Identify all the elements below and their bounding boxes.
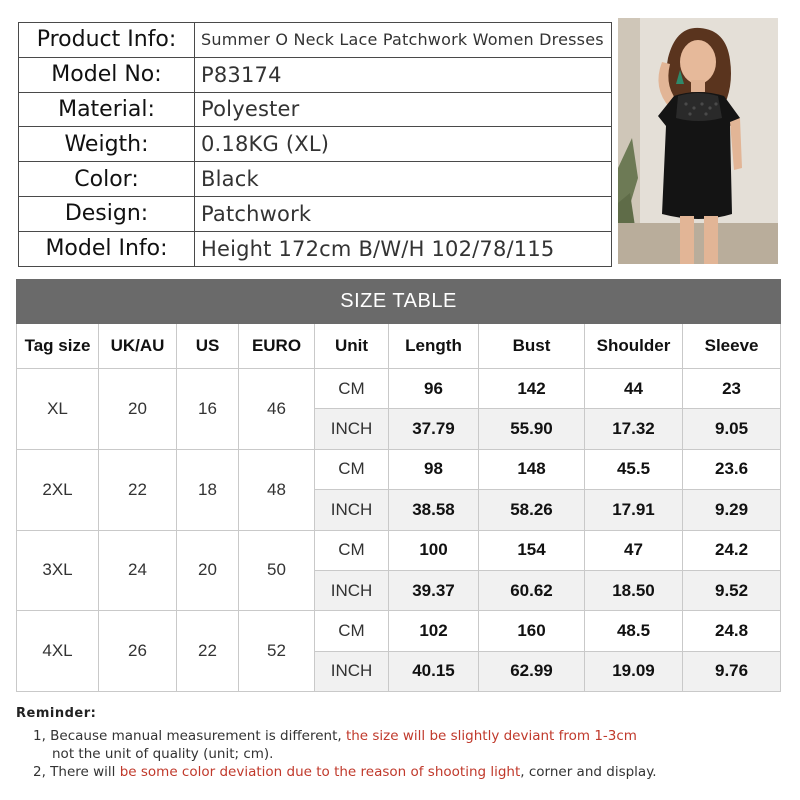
- euro-cell: 50: [239, 530, 315, 611]
- sleeve-cell: 9.05: [683, 409, 781, 449]
- header-tag-size: Tag size: [17, 324, 99, 369]
- reminder-line-1-continued: not the unit of quality (unit; cm).: [52, 746, 274, 762]
- us-cell: 22: [177, 611, 239, 692]
- reminder-line-1-text: 1, Because manual measurement is different,: [33, 728, 346, 744]
- size-row-cm: [17, 449, 781, 489]
- length-cell: 98: [389, 449, 479, 489]
- uk-au-cell: 22: [99, 449, 177, 530]
- design-value: Patchwork: [195, 196, 612, 231]
- design-label: Design:: [19, 196, 195, 231]
- weight-value: 0.18KG (XL): [195, 127, 612, 162]
- header-uk-au: UK/AU: [99, 324, 177, 369]
- header-euro: EURO: [239, 324, 315, 369]
- bust-cell: 60.62: [479, 570, 585, 610]
- model-info-label: Model Info:: [19, 231, 195, 266]
- uk-au-cell: 24: [99, 530, 177, 611]
- unit-cell: INCH: [315, 490, 389, 530]
- size-row-cm: [17, 369, 781, 409]
- product-info-value: Summer O Neck Lace Patchwork Women Dresses: [195, 23, 612, 58]
- reminder-line-2-highlight: be some color deviation due to the reason of shooting light: [119, 764, 521, 780]
- us-cell: 18: [177, 449, 239, 530]
- shoulder-cell: 17.91: [585, 490, 683, 530]
- unit-cell: CM: [315, 611, 389, 651]
- color-label: Color:: [19, 162, 195, 197]
- length-cell: 37.79: [389, 409, 479, 449]
- unit-cell: CM: [315, 530, 389, 570]
- us-cell: 20: [177, 530, 239, 611]
- color-row: [19, 162, 612, 197]
- bust-cell: 62.99: [479, 651, 585, 691]
- material-label: Material:: [19, 92, 195, 127]
- uk-au-cell: 20: [99, 369, 177, 450]
- shoulder-cell: 44: [585, 369, 683, 409]
- length-cell: 40.15: [389, 651, 479, 691]
- model-info-value: Height 172cm B/W/H 102/78/115: [195, 231, 612, 266]
- length-cell: 100: [389, 530, 479, 570]
- header-bust: Bust: [479, 324, 585, 369]
- euro-cell: 46: [239, 369, 315, 450]
- sleeve-cell: 23.6: [683, 449, 781, 489]
- tag-size-cell: 2XL: [17, 449, 99, 530]
- bust-cell: 154: [479, 530, 585, 570]
- shoulder-cell: 47: [585, 530, 683, 570]
- sleeve-cell: 24.2: [683, 530, 781, 570]
- size-table-title-row: [17, 280, 781, 324]
- design-row: [19, 196, 612, 231]
- weight-row: [19, 127, 612, 162]
- reminder-line-2-end: , corner and display.: [520, 764, 657, 780]
- model-no-value: P83174: [195, 57, 612, 92]
- sleeve-cell: 23: [683, 369, 781, 409]
- header-length: Length: [389, 324, 479, 369]
- size-table-header-row: [17, 324, 781, 369]
- header-unit: Unit: [315, 324, 389, 369]
- unit-cell: INCH: [315, 570, 389, 610]
- length-cell: 38.58: [389, 490, 479, 530]
- shoulder-cell: 19.09: [585, 651, 683, 691]
- euro-cell: 52: [239, 611, 315, 692]
- shoulder-cell: 48.5: [585, 611, 683, 651]
- length-cell: 96: [389, 369, 479, 409]
- weight-label: Weigth:: [19, 127, 195, 162]
- material-value: Polyester: [195, 92, 612, 127]
- uk-au-cell: 26: [99, 611, 177, 692]
- unit-cell: CM: [315, 369, 389, 409]
- shoulder-cell: 18.50: [585, 570, 683, 610]
- model-no-row: [19, 57, 612, 92]
- reminder-title: Reminder:: [16, 706, 97, 721]
- product-info-row: [19, 23, 612, 58]
- model-info-row: [19, 231, 612, 266]
- sleeve-cell: 24.8: [683, 611, 781, 651]
- bust-cell: 142: [479, 369, 585, 409]
- reminder-line-1: [16, 727, 786, 745]
- shoulder-cell: 17.32: [585, 409, 683, 449]
- header-shoulder: Shoulder: [585, 324, 683, 369]
- unit-cell: CM: [315, 449, 389, 489]
- bust-cell: 55.90: [479, 409, 585, 449]
- sleeve-cell: 9.52: [683, 570, 781, 610]
- tag-size-cell: 3XL: [17, 530, 99, 611]
- size-table: [16, 279, 781, 692]
- unit-cell: INCH: [315, 651, 389, 691]
- sleeve-cell: 9.76: [683, 651, 781, 691]
- unit-cell: INCH: [315, 409, 389, 449]
- tag-size-cell: XL: [17, 369, 99, 450]
- euro-cell: 48: [239, 449, 315, 530]
- size-row-cm: [17, 611, 781, 651]
- sleeve-cell: 9.29: [683, 490, 781, 530]
- shoulder-cell: 45.5: [585, 449, 683, 489]
- us-cell: 16: [177, 369, 239, 450]
- product-info-table: [18, 22, 612, 267]
- material-row: [19, 92, 612, 127]
- header-sleeve: Sleeve: [683, 324, 781, 369]
- color-value: Black: [195, 162, 612, 197]
- reminder-line-2: [16, 763, 786, 781]
- model-photo-illustration: [618, 18, 778, 264]
- bust-cell: 58.26: [479, 490, 585, 530]
- model-no-label: Model No:: [19, 57, 195, 92]
- bust-cell: 160: [479, 611, 585, 651]
- model-photo: [618, 18, 778, 264]
- reminder: [16, 706, 786, 781]
- size-row-cm: [17, 530, 781, 570]
- reminder-line-1-highlight: the size will be slightly deviant from 1-3cm: [345, 728, 637, 744]
- reminder-line-2-text: 2, There will: [33, 764, 120, 780]
- bust-cell: 148: [479, 449, 585, 489]
- length-cell: 39.37: [389, 570, 479, 610]
- length-cell: 102: [389, 611, 479, 651]
- size-table-title: SIZE TABLE: [17, 280, 781, 324]
- product-info-label: Product Info:: [19, 23, 195, 58]
- tag-size-cell: 4XL: [17, 611, 99, 692]
- header-us: US: [177, 324, 239, 369]
